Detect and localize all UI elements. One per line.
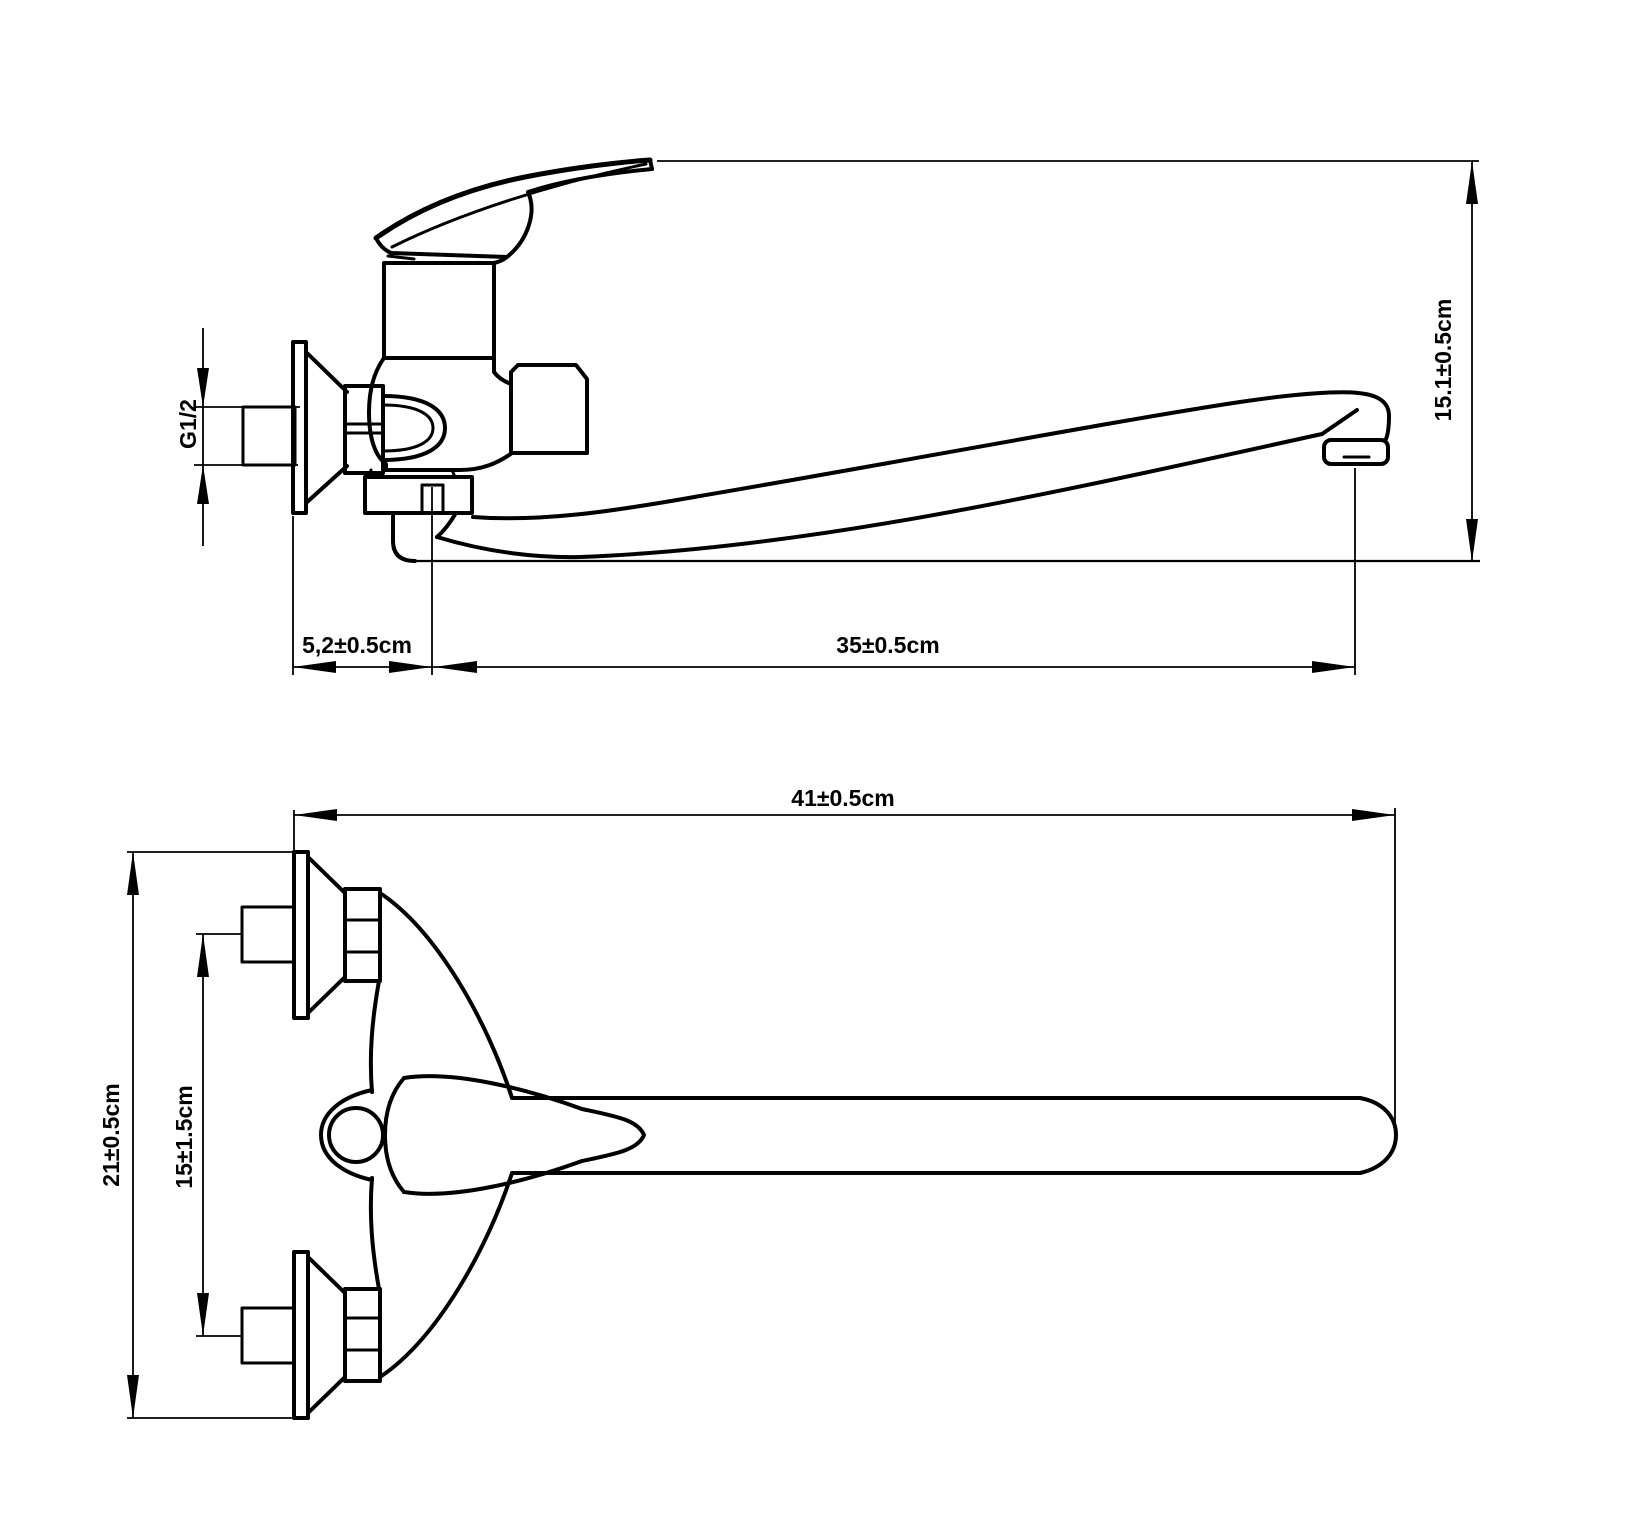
side-body-upper	[384, 263, 494, 358]
label-height: 15.1±0.5cm	[1430, 298, 1456, 422]
side-diverter-block	[511, 365, 587, 453]
arrowhead	[1466, 161, 1478, 204]
plan-cone-bottom	[308, 1257, 345, 1413]
arrowhead	[293, 661, 336, 673]
side-spout-nose-line	[1322, 410, 1357, 434]
plan-body-curve-top-inner	[371, 981, 379, 1092]
plan-nut-top-facets	[345, 920, 380, 952]
arrowhead	[1312, 661, 1355, 673]
side-wall-nut	[345, 386, 383, 473]
side-handle-left-end	[376, 238, 391, 253]
arrowhead	[197, 934, 209, 977]
plan-lever	[404, 1076, 644, 1194]
arrowhead	[1352, 809, 1395, 821]
side-view	[175, 160, 1480, 675]
side-escutcheon-cone	[306, 352, 347, 503]
arrowhead	[127, 1375, 139, 1418]
plan-nut-bottom-facets	[345, 1318, 380, 1350]
side-body-right-edge	[494, 358, 511, 384]
side-wall-nut-facets	[345, 424, 383, 433]
label-wall-offset: 5,2±0.5cm	[302, 632, 412, 658]
plan-body-curve-top-outer	[380, 893, 512, 1098]
plan-cone-top	[308, 857, 345, 1013]
arrowhead	[1466, 519, 1478, 562]
arrowhead	[389, 661, 432, 673]
side-pivot-dome-inner	[383, 405, 433, 451]
plan-view	[98, 785, 1396, 1418]
label-inlet-spacing: 15±1.5cm	[171, 1085, 197, 1189]
side-flange-plate	[293, 342, 306, 513]
dim-inlet-thread	[175, 328, 300, 546]
side-spout-elbow-inner	[437, 513, 456, 537]
label-spout-reach: 35±0.5cm	[836, 632, 940, 658]
plan-nut-top	[345, 889, 380, 981]
plan-spout-end-cap	[1360, 1098, 1396, 1173]
plan-spout-edges	[512, 1098, 1360, 1173]
plan-inlet-stub-bottom	[242, 1308, 294, 1363]
plan-inlet-stub-top	[242, 907, 294, 962]
arrowhead	[434, 661, 477, 673]
label-inlet-thread: G1/2	[175, 399, 201, 449]
plan-body-curve-bottom-outer	[380, 1173, 512, 1377]
plan-dome-arc	[385, 1078, 404, 1192]
side-aerator	[1324, 440, 1388, 464]
side-inlet-stub	[243, 407, 295, 465]
arrowhead	[294, 809, 337, 821]
side-spout-nut	[365, 477, 472, 513]
plan-nut-bottom	[345, 1289, 380, 1381]
arrowhead	[197, 465, 209, 504]
label-overall-width: 21±0.5cm	[98, 1083, 124, 1187]
dim-overall-length	[294, 785, 1395, 1125]
arrowhead	[197, 1293, 209, 1336]
dim-inlet-spacing	[171, 934, 242, 1336]
side-spout-elbow	[393, 513, 415, 561]
plan-knob	[329, 1108, 383, 1162]
label-overall-length: 41±0.5cm	[791, 785, 895, 811]
arrowhead	[127, 852, 139, 895]
plan-flange-bottom	[294, 1252, 308, 1418]
plan-flange-top	[294, 852, 308, 1018]
side-handle-cap-line	[388, 256, 414, 259]
side-spout-top-edge	[473, 392, 1389, 518]
plan-body-curve-bottom-inner	[371, 1178, 379, 1289]
side-handle-bottom-edge	[507, 169, 652, 257]
dim-wall-offset-and-reach	[293, 468, 1355, 675]
